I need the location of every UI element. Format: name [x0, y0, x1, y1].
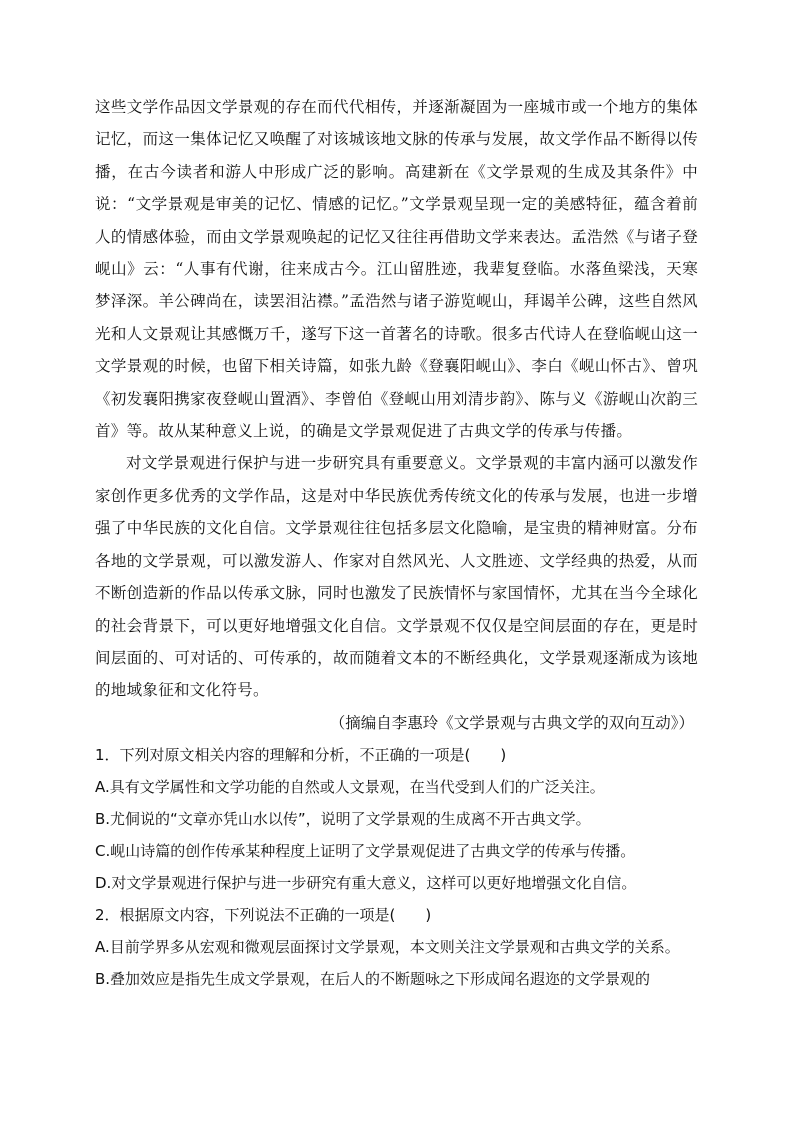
source-citation: （摘编自李惠玲《文学景观与古典文学的双向互动》）	[329, 713, 694, 732]
option-c: C.岘山诗篇的创作传承某种程度上证明了文学景观促进了古典文学的传承与传播。	[95, 842, 636, 861]
option-b: B.尤侗说的“文章亦凭山水以传”，说明了文学景观的生成离不开古典文学。	[95, 810, 591, 829]
passage-paragraph-2: 对文学景观进行保护与进一步研究具有重要意义。文学景观的丰富内涵可以激发作家创作更多优秀的文学作品，这是对中华民族优秀传统文化的传承与发展，也进一步增强了中华民族的文化自信。文学景观往往包括多层文化隐喻，是宝贵的精神财富。分布各地的文学景观，可以激发游人、作家对自然风光、人文胜迹、文学经典的热爱，从而不断创造新的作品以传承文脉，同时也激发了民族情怀与家国情怀，尤其在当今全球化的社会背景下，可以更好地增强文化自信。文学景观不仅仅是空间层面的存在，更是时间层面的、可对话的、可传承的，故而随着文本的不断经典化，文学景观逐渐成为该地的地域象征和文化符号。	[95, 454, 698, 700]
option-a: A.目前学界多从宏观和微观层面探讨文学景观，本文则关注文学景观和古典文学的关系。	[95, 938, 680, 957]
question-2	[95, 899, 698, 995]
question-1	[95, 739, 698, 899]
option-a: A.具有文学属性和文学功能的自然或人文景观，在当代受到人们的广泛关注。	[95, 778, 605, 797]
option-d: D.对文学景观进行保护与进一步研究有重大意义，这样可以更好地增强文化自信。	[95, 874, 637, 893]
question-stem: 2．根据原文内容，下列说法不正确的一项是( )	[95, 906, 432, 925]
question-stem: 1．下列对原文相关内容的理解和分析，不正确的一项是( )	[95, 746, 507, 765]
option-b: B.叠加效应是指先生成文学景观，在后人的不断题咏之下形成闻名遐迩的文学景观的	[95, 970, 651, 989]
passage-paragraph-1: 这些文学作品因文学景观的存在而代代相传，并逐渐凝固为一座城市或一个地方的集体记忆，而这一集体记忆又唤醒了对该城该地文脉的传承与发展，故文学作品不断得以传播，在古今读者和游人中形成广泛的影响。高建新在《文学景观的生成及其条件》中说：“文学景观是审美的记忆、情感的记忆。”文学景观呈现一定的美感特征，蕴含着前人的情感体验，而由文学景观唤起的记忆又往往再借助文学来表达。孟浩然《与诸子登岘山》云：“人事有代谢，往来成古今。江山留胜迹，我辈复登临。水落鱼梁浅，天寒梦泽深。羊公碑尚在，读罢泪沾襟。”孟浩然与诸子游览岘山，拜谒羊公碑，这些自然风光和人文景观让其感慨万千，遂写下这一首著名的诗歌。很多古代诗人在登临岘山这一文学景观的时候，也留下相关诗篇，如张九龄《登襄阳岘山》、李白《岘山怀古》、曾巩《初发襄阳携家夜登岘山置酒》、李曾伯《登岘山用刘清步韵》、陈与义《游岘山次韵三首》等。故从某种意义上说，的确是文学景观促进了古典文学的传承与传播。	[95, 98, 698, 441]
document-page	[95, 91, 698, 995]
